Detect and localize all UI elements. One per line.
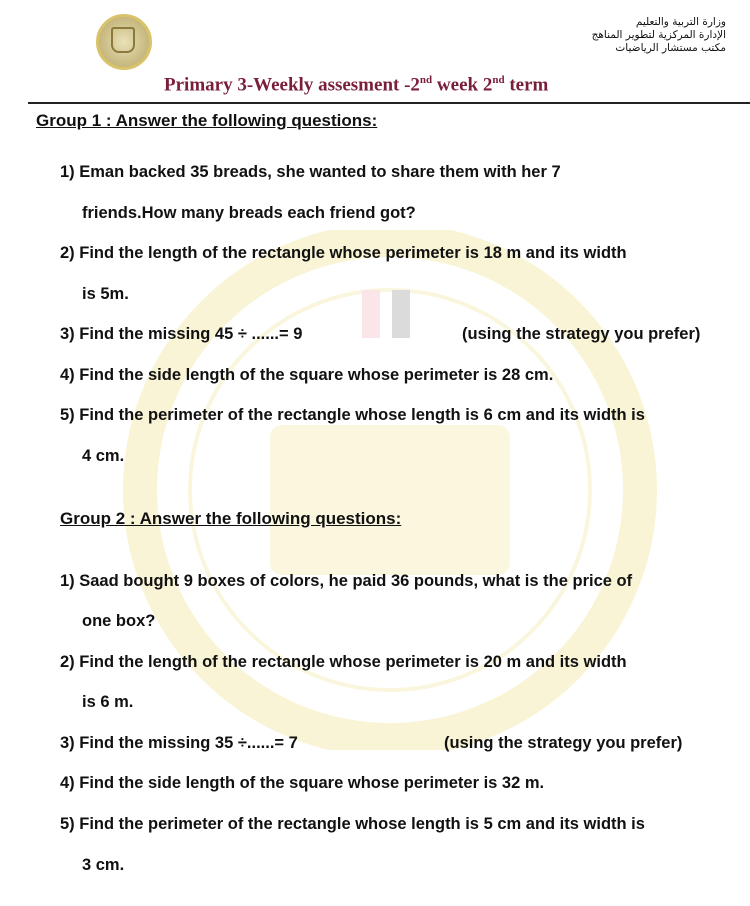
group2-q2-line2: is 6 m.: [82, 693, 134, 711]
group1-q3-strategy: (using the strategy you prefer): [462, 325, 701, 343]
group2-q3-strategy: (using the strategy you prefer): [444, 734, 683, 752]
ministry-header-arabic: [516, 16, 726, 55]
ministry-watermark: [100, 230, 680, 750]
title-sup-2: nd: [492, 74, 505, 86]
group2-heading: Group 2 : Answer the following questions:: [60, 509, 402, 528]
arabic-line-2: الإدارة المركزية لتطوير المناهج: [591, 29, 726, 41]
group2-q1-line1: 1) Saad bought 9 boxes of colors, he paid 36 pounds, what is the price of: [60, 572, 633, 590]
group1-q2-line1: 2) Find the length of the rectangle whose perimeter is 18 m and its width: [60, 244, 627, 262]
group1-heading: Group 1 : Answer the following questions:: [36, 111, 378, 130]
group1-q5-line2: 4 cm.: [82, 447, 125, 465]
title-suffix: term: [504, 74, 549, 96]
group1-q2-line2: is 5m.: [82, 285, 129, 303]
group1-q5-line1: 5) Find the perimeter of the rectangle whose length is 6 cm and its width is: [60, 406, 645, 424]
group1-q3: 3) Find the missing 45 ÷ ......= 9: [60, 325, 303, 343]
group1-q4: 4) Find the side length of the square whose perimeter is 28 cm.: [60, 366, 554, 384]
title-sup-1: nd: [419, 74, 433, 86]
group2-q3: 3) Find the missing 35 ÷......= 7: [60, 734, 298, 752]
group2-q1-line2: one box?: [82, 612, 156, 630]
ministry-seal-logo: [96, 14, 152, 70]
eagle-emblem-icon: [111, 27, 135, 53]
page-title: [164, 74, 548, 96]
title-mid: week 2: [432, 74, 493, 96]
group2-q4: 4) Find the side length of the square whose perimeter is 32 m.: [60, 774, 545, 792]
arabic-line-3: مكتب مستشار الرياضيات: [615, 42, 726, 54]
group1-q1-line1: 1) Eman backed 35 breads, she wanted to share them with her 7: [60, 163, 561, 181]
group2-q5-line2: 3 cm.: [82, 856, 125, 874]
group2-q5-line1: 5) Find the perimeter of the rectangle whose length is 5 cm and its width is: [60, 815, 645, 833]
group1-q1-line2: friends.How many breads each friend got?: [82, 204, 416, 222]
arabic-line-1: وزارة التربية والتعليم: [635, 16, 726, 28]
title-prefix: Primary 3-Weekly assesment -2: [164, 74, 420, 96]
group2-q2-line1: 2) Find the length of the rectangle whose perimeter is 20 m and its width: [60, 653, 627, 671]
header-divider: [28, 102, 750, 104]
